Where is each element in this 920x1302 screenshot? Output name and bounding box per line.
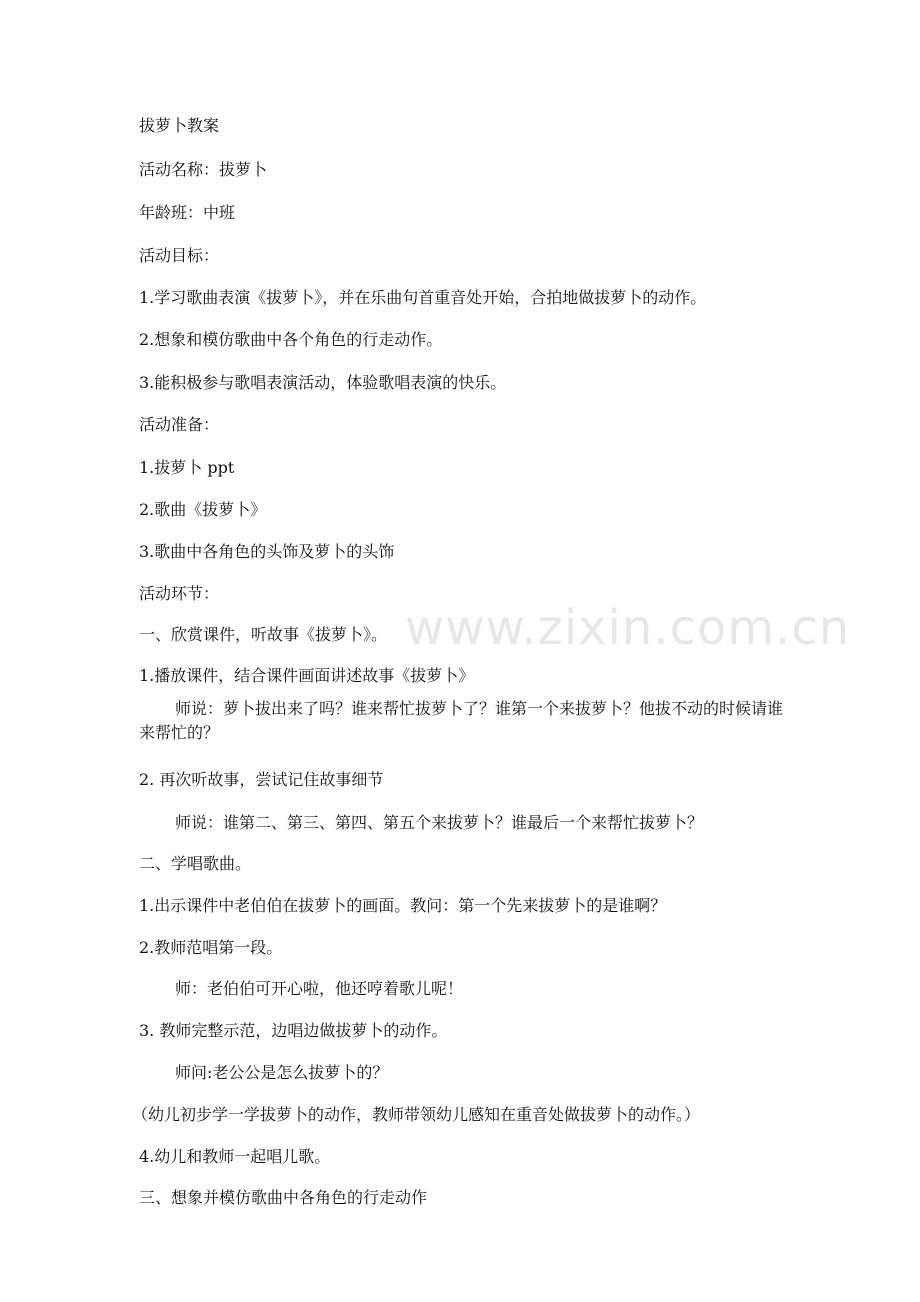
step-item: 3. 教师完整示范，边唱边做拔萝卜的动作。	[139, 1021, 448, 1040]
section-title: 二、学唱歌曲。	[139, 854, 252, 873]
activity-note: （幼儿初步学一学拔萝卜的动作，教师带领幼儿感知在重音处做拔萝卜的动作。）	[132, 1105, 701, 1124]
doc-title: 拔萝卜教案	[139, 116, 220, 135]
prep-item: 1.拔萝卜 ppt	[139, 458, 235, 477]
prep-item: 3.歌曲中各角色的头饰及萝卜的头饰	[139, 542, 395, 561]
goal-item: 2.想象和模仿歌曲中各个角色的行走动作。	[139, 330, 443, 349]
step-item: 4.幼儿和教师一起唱儿歌。	[139, 1147, 331, 1166]
teacher-dialogue: 师问:老公公是怎么拔萝卜的？	[175, 1063, 389, 1082]
teacher-dialogue: 师：老伯伯可开心啦，他还哼着歌儿呢！	[175, 979, 464, 998]
age-group: 年龄班：中班	[139, 203, 236, 222]
watermark: www.zixin.com.cn	[405, 600, 851, 656]
prep-heading: 活动准备：	[139, 415, 220, 434]
teacher-dialogue: 师说：萝卜拔出来了吗？谁来帮忙拔萝卜了？谁第一个来拔萝卜？他拔不动的时候请谁来帮忙的？	[139, 699, 784, 742]
teacher-dialogue: 师说：谁第二、第三、第四、第五个来拔萝卜？谁最后一个来帮忙拔萝卜？	[175, 813, 704, 832]
prep-item: 2.歌曲《拔萝卜》	[139, 500, 267, 519]
section-title: 三、想象并模仿歌曲中各角色的行走动作	[139, 1188, 428, 1207]
section-title: 一、欣赏课件，听故事《拔萝卜》。	[139, 625, 388, 644]
activity-name: 活动名称：拔萝卜	[139, 160, 268, 179]
step-item: 1.播放课件，结合课件画面讲述故事《拔萝卜》	[139, 666, 475, 685]
step-item: 1.出示课件中老伯伯在拔萝卜的画面。教问：第一个先来拔萝卜的是谁啊？	[139, 896, 667, 915]
step-item: 2. 再次听故事，尝试记住故事细节	[139, 770, 384, 789]
steps-heading: 活动环节：	[139, 584, 220, 603]
goal-item: 3.能积极参与歌唱表演活动，体验歌唱表演的快乐。	[139, 373, 507, 392]
goals-heading: 活动目标：	[139, 246, 220, 265]
step-item: 2.教师范唱第一段。	[139, 938, 283, 957]
goal-item: 1.学习歌曲表演《拔萝卜》，并在乐曲句首重音处开始，合拍地做拔萝卜的动作。	[139, 288, 707, 307]
